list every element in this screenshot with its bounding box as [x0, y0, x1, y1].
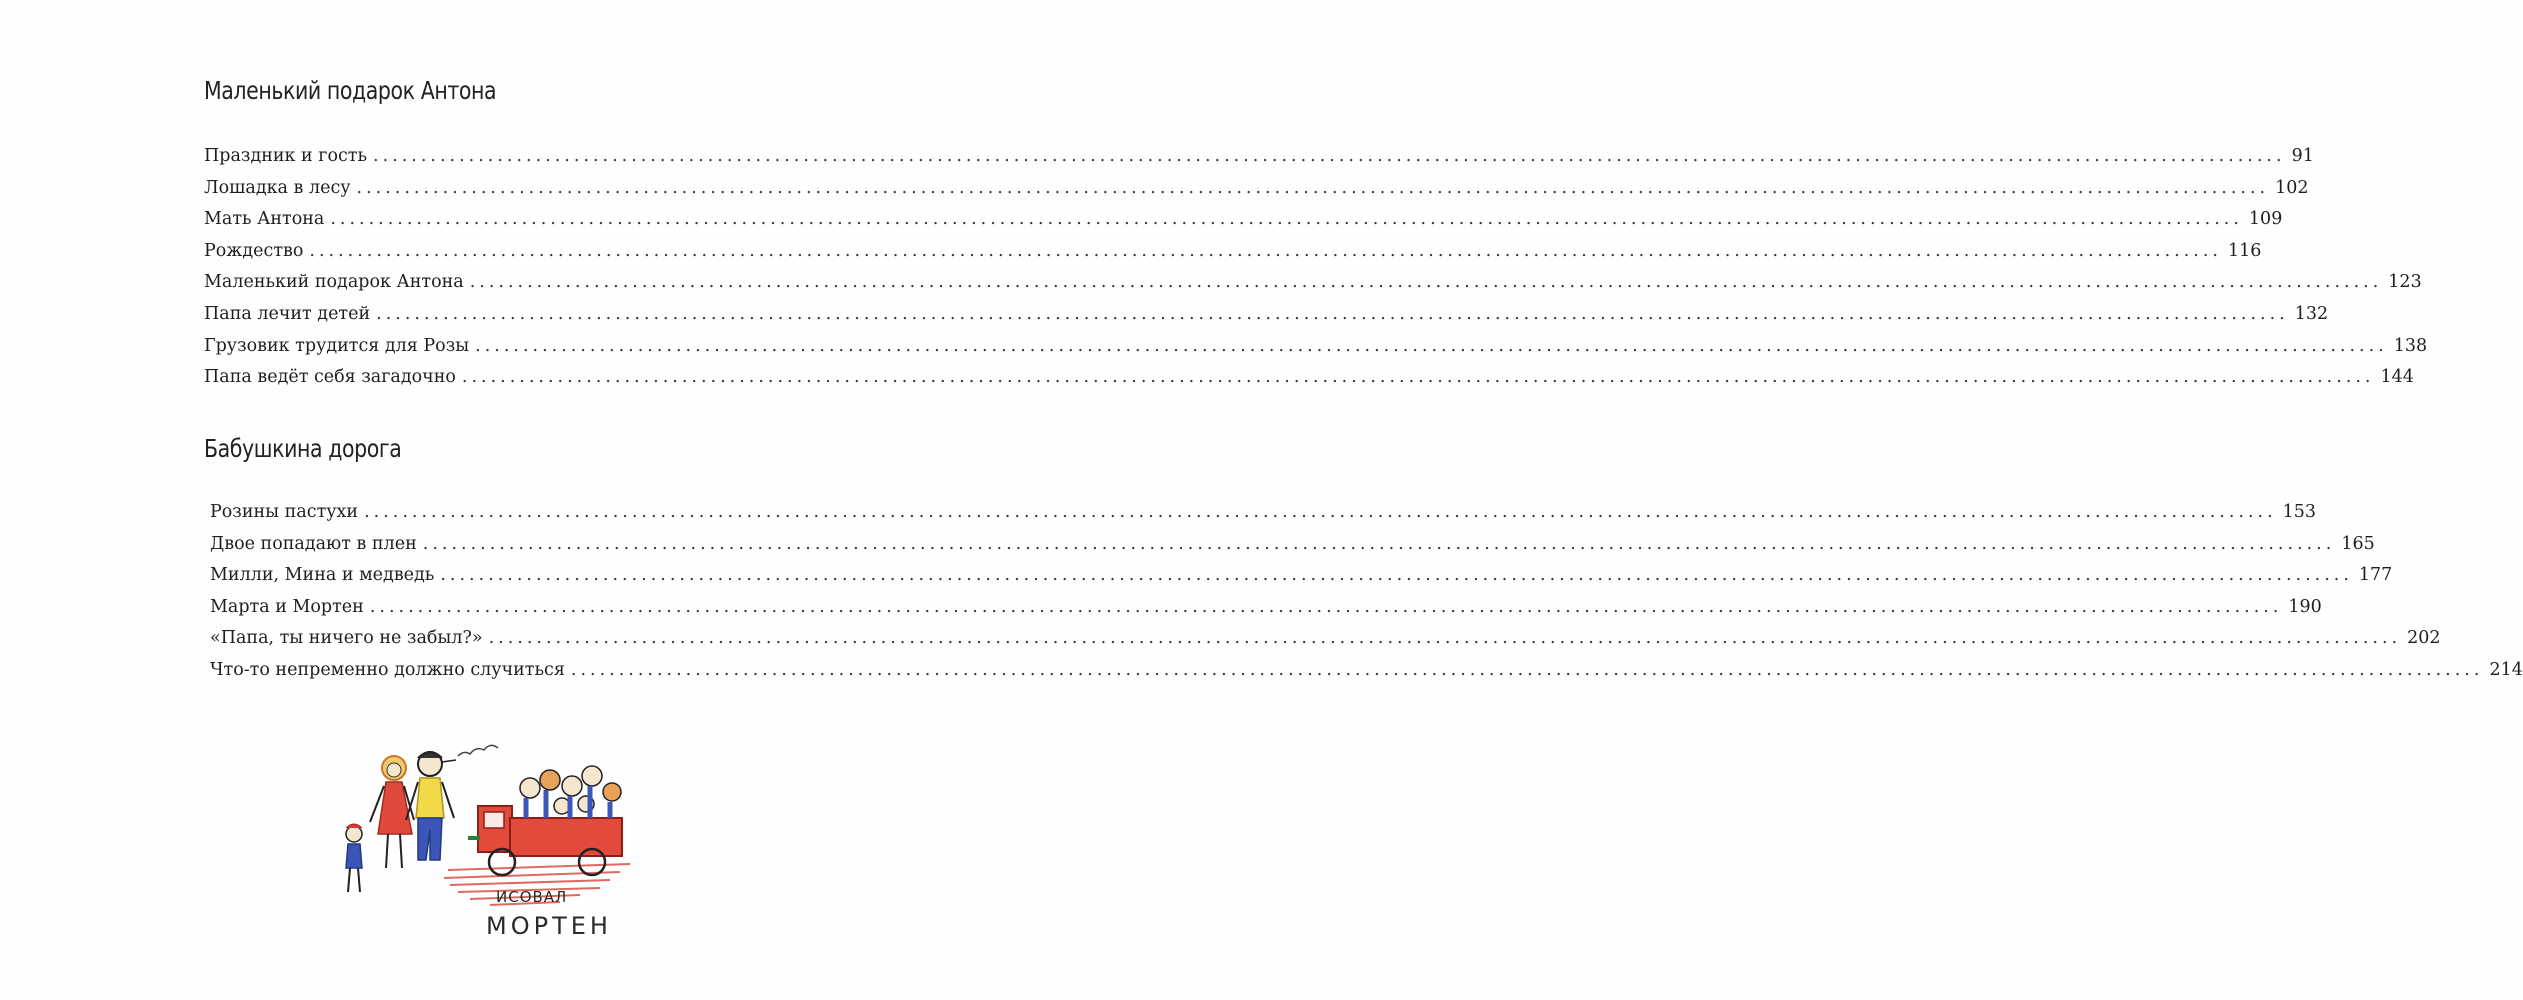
toc-entry[interactable]: [204, 173, 2309, 205]
toc-entry-page: 144: [2380, 367, 2414, 388]
toc-entry-page: 116: [2227, 240, 2262, 261]
toc-entry[interactable]: [210, 497, 2317, 529]
toc-entry[interactable]: [204, 141, 2314, 173]
toc-entry-page: 138: [2393, 335, 2428, 356]
toc-entry-page: 190: [2288, 596, 2322, 617]
toc-entry-title: Рождество: [204, 240, 304, 261]
toc-entry[interactable]: [204, 267, 2422, 299]
artist-signature: [480, 880, 650, 950]
signature-line-1: ИСОВАЛ: [496, 888, 568, 906]
toc-entry[interactable]: [210, 592, 2322, 624]
toc-entry-title: Милли, Мина и медведь: [210, 565, 435, 586]
toc-entry[interactable]: [204, 299, 2329, 331]
toc-entry-title: Мать Антона: [204, 209, 325, 230]
toc-entry-title: Розины пастухи: [210, 502, 359, 522]
dot-leader: ........................................................................................................................................................................................................: [356, 177, 2270, 198]
toc-entry[interactable]: [210, 655, 2523, 687]
toc-entry-page: 123: [2388, 272, 2422, 293]
dot-leader: ........................................................................................................................................................................................................: [330, 209, 2243, 230]
section-title-1: Маленький подарок Антона: [204, 76, 497, 105]
toc-entry-page: 202: [2407, 628, 2441, 649]
toc-entry-title: «Папа, ты ничего не забыл?»: [210, 628, 483, 649]
toc-entry-title: Лошадка в лесу: [204, 177, 351, 198]
dot-leader: ........................................................................................................................................................................................................: [461, 367, 2375, 388]
toc-entry-title: Маленький подарок Антона: [204, 272, 464, 293]
dot-leader: ........................................................................................................................................................................................................: [475, 335, 2388, 356]
toc-entry[interactable]: [210, 560, 2393, 592]
dot-leader: ........................................................................................................................................................................................................: [570, 659, 2484, 680]
dot-leader: ........................................................................................................................................................................................................: [488, 628, 2402, 649]
toc-entry[interactable]: [204, 204, 2283, 236]
signature-line-2: МОРТЕН: [486, 912, 612, 940]
toc-entry[interactable]: [204, 331, 2428, 363]
toc-entry[interactable]: [204, 236, 2262, 268]
toc-entry[interactable]: [210, 529, 2375, 561]
dot-leader: ........................................................................................................................................................................................................: [376, 303, 2289, 324]
dot-leader: ........................................................................................................................................................................................................: [422, 533, 2336, 554]
toc-entry-title: Марта и Мортен: [210, 596, 364, 617]
toc-entry-title: Праздник и гость: [204, 146, 367, 166]
toc-list-1: [204, 141, 2428, 394]
toc-entry-page: 102: [2275, 177, 2309, 198]
toc-entry-title: Папа лечит детей: [204, 303, 371, 324]
toc-entry-page: 91: [2291, 146, 2314, 166]
toc-entry-page: 165: [2341, 533, 2375, 554]
toc-entry[interactable]: [210, 623, 2441, 655]
toc-entry-page: 109: [2248, 209, 2283, 230]
woman-figure: [370, 756, 414, 868]
dot-leader: ........................................................................................................................................................................................................: [309, 240, 2222, 261]
toc-entry-title: Что-то непременно должно случиться: [210, 659, 565, 680]
toc-entry-page: 153: [2282, 502, 2317, 522]
dot-leader: ........................................................................................................................................................................................................: [373, 146, 2286, 166]
toc-entry-page: 132: [2294, 303, 2329, 324]
dot-leader: ........................................................................................................................................................................................................: [369, 596, 2283, 617]
child-figure: [346, 824, 362, 892]
toc-entry-title: Грузовик трудится для Розы: [204, 335, 470, 356]
dot-leader: ........................................................................................................................................................................................................: [469, 272, 2383, 293]
toc-entry-page: 177: [2358, 565, 2393, 586]
toc-entry-title: Двое попадают в плен: [210, 533, 417, 554]
toc-entry-page: 214: [2489, 659, 2523, 680]
toc-entry[interactable]: [204, 362, 2414, 394]
section-title-2: Бабушкина дорога: [204, 434, 402, 463]
toc-entry-title: Папа ведёт себя загадочно: [204, 367, 456, 388]
dot-leader: ........................................................................................................................................................................................................: [440, 565, 2353, 586]
dot-leader: ........................................................................................................................................................................................................: [364, 502, 2277, 522]
toc-list-2: [210, 497, 2523, 687]
truck-children: [520, 766, 621, 818]
